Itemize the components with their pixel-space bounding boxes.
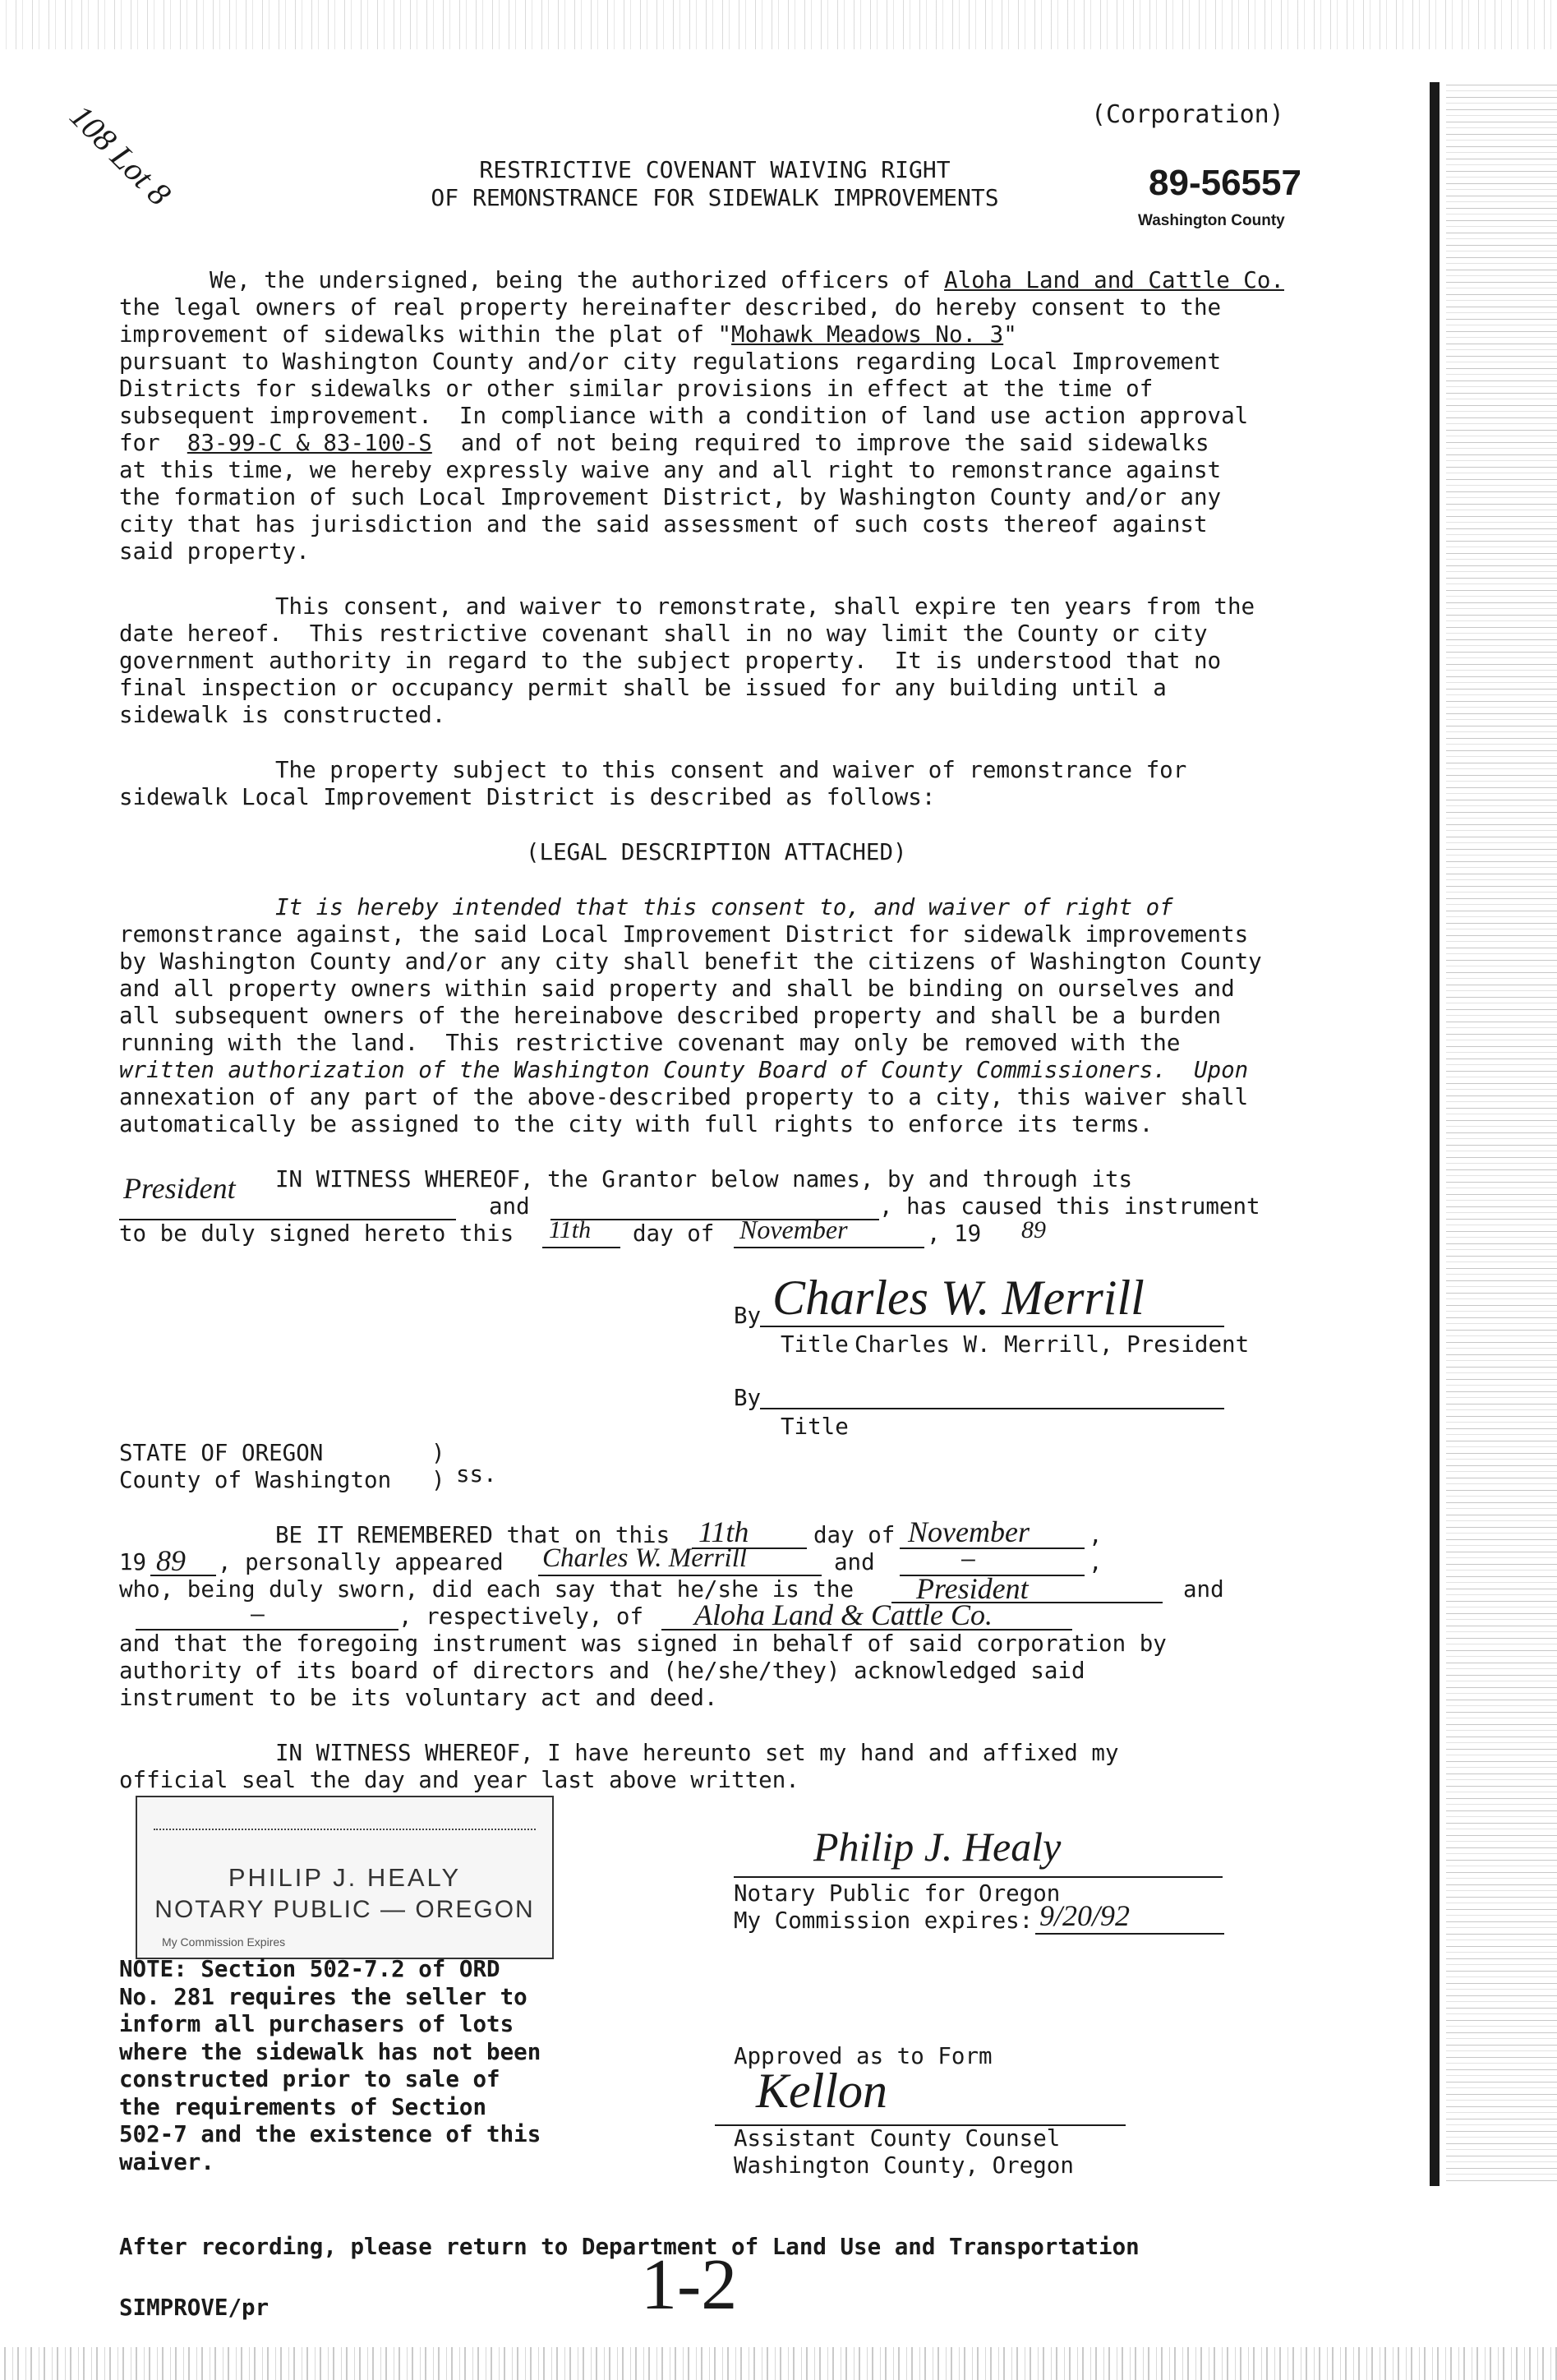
venue-paren-2: ) (431, 1467, 445, 1493)
ack-l2-and: and (834, 1549, 875, 1575)
p2-line-5: sidewalk is constructed. (119, 702, 446, 728)
signature-line-1 (760, 1326, 1224, 1327)
document-title (386, 156, 1043, 212)
p4-line-8: annexation of any part of the above-described property to a city, this waiver shall (119, 1084, 1249, 1110)
signature-line-2 (760, 1408, 1224, 1409)
ack-l3-and: and (1183, 1576, 1224, 1603)
stamp-notary-title: NOTARY PUBLIC — OREGON (154, 1896, 535, 1923)
case-numbers: 83-99-C & 83-100-S (187, 430, 432, 456)
note-line-7: 502-7 and the existence of this (119, 2121, 541, 2147)
p1-line-4: pursuant to Washington County and/or city regulations regarding Local Improvement (119, 348, 1222, 375)
ack-l6: authority of its board of directors and (he/she/they) acknowledged said (119, 1658, 1085, 1684)
note-line-3: inform all purchasers of lots (119, 2011, 514, 2037)
ack-l7: instrument to be its voluntary act and deed. (119, 1685, 718, 1711)
p4-line-3: by Washington County and/or any city shall benefit the citizens of Washington County (119, 948, 1262, 975)
ack-l2-end: , (1089, 1549, 1103, 1575)
venue-ss: ss. (456, 1461, 497, 1488)
recording-county: Washington County (1138, 212, 1285, 229)
counsel-county: Washington County, Oregon (734, 2152, 1074, 2179)
counsel-signature: Kellon (756, 2064, 887, 2118)
witness1-line-1: IN WITNESS WHEREOF, the Grantor below names, by and through its (275, 1166, 1133, 1192)
ack-l1-end: , (1089, 1522, 1103, 1548)
ack-l5: and that the foregoing instrument was signed in behalf of said corporation by (119, 1630, 1167, 1657)
p2-line-4: final inspection or occupancy permit shall be issued for any building until a (119, 675, 1167, 701)
ack-dayof: day of (813, 1522, 896, 1548)
note-line-5: constructed prior to sale of (119, 2066, 500, 2092)
witness1-caused: , has caused this instrument (879, 1193, 1260, 1220)
p1-line-6: subsequent improvement. In compliance with a condition of land use action approval (119, 403, 1249, 429)
p3-line-1: The property subject to this consent and waiver of remonstrance for (275, 757, 1187, 783)
notary-label: Notary Public for Oregon (734, 1880, 1061, 1907)
scan-edge-noise (1446, 82, 1557, 2186)
p1-line-10: city that has jurisdiction and the said assessment of such costs thereof against (119, 511, 1208, 537)
witness1-dayof: day of (633, 1220, 715, 1247)
p4-line-2: remonstrance against, the said Local Improvement District for sidewalk improvements (119, 921, 1249, 948)
notary-expires-date: 9/20/92 (1039, 1899, 1131, 1932)
notary-commission-label: My Commission expires: (734, 1907, 1034, 1934)
ack-l2-19: 19 (119, 1549, 147, 1575)
return-instruction: After recording, please return to Department of Land Use and Transportation (119, 2234, 1140, 2260)
ack-handwritten-person: Charles W. Merrill (542, 1543, 748, 1573)
p2-line-3: government authority in regard to the subject property. It is understood that no (119, 648, 1222, 674)
venue-state: STATE OF OREGON (119, 1440, 324, 1466)
ack-handwritten-company: Aloha Land & Cattle Co. (694, 1598, 993, 1631)
corner-handwritten-note: 108 Lot 8 (62, 97, 178, 213)
recording-number: 89-56557 (1149, 163, 1301, 203)
ack-l3: who, being duly sworn, did each say that he/she is the (119, 1576, 855, 1603)
p4-line-9: automatically be assigned to the city with full rights to enforce its terms. (119, 1111, 1154, 1137)
ack-handwritten-month: November (908, 1515, 1030, 1548)
note-line-6: the requirements of Section (119, 2093, 487, 2120)
note-line-1: NOTE: Section 502-7.2 of ORD (119, 1956, 500, 1982)
ack-l4: , respectively, of (398, 1603, 644, 1630)
counsel-title: Assistant County Counsel (734, 2125, 1061, 2152)
p1-line-11: said property. (119, 538, 310, 565)
witness2-line-2: official seal the day and year last above written. (119, 1767, 799, 1793)
p4-line-6: running with the land. This restrictive covenant may only be removed with the (119, 1030, 1181, 1056)
witness1-year-prefix: , 19 (927, 1220, 982, 1247)
ack-handwritten-year: 89 (156, 1544, 186, 1577)
note-line-8: waiver. (119, 2148, 214, 2175)
handwritten-day: 11th (549, 1216, 592, 1243)
notary-signature: Philip J. Healy (813, 1824, 1062, 1870)
by-label-1: By (734, 1303, 762, 1329)
ack-l2-appeared: , personally appeared (218, 1549, 504, 1575)
ack-handwritten-day: 11th (698, 1515, 749, 1548)
p1-line-3: improvement of sidewalks within the plat of "Mohawk Meadows No. 3" (119, 321, 1017, 348)
approved-as-to-form: Approved as to Form (734, 2043, 993, 2069)
p2-line-2: date hereof. This restrictive covenant shall in no way limit the County or city (119, 620, 1208, 647)
ack-line-1: BE IT REMEMBERED that on this (275, 1522, 670, 1548)
ack-dash-2: — (251, 1600, 265, 1627)
p4-line-1: It is hereby intended that this consent to, and waiver of right of (275, 894, 1173, 920)
p1-line-5: Districts for sidewalks or other similar provisions in effect at the time of (119, 376, 1154, 402)
p1-line-7: for 83-99-C & 83-100-S and of not being required to improve the said sidewalks (119, 430, 1209, 456)
page-number: 1-2 (641, 2245, 738, 2325)
notary-signature-line (734, 1876, 1223, 1878)
title-label-1: Title (781, 1331, 849, 1358)
witness1-line-3a: to be duly signed hereto this (119, 1220, 514, 1247)
blank-day (542, 1247, 620, 1248)
scan-noise-top (0, 0, 1557, 49)
document-code: SIMPROVE/pr (119, 2295, 269, 2321)
legal-description-note: (LEGAL DESCRIPTION ATTACHED) (526, 839, 907, 865)
stamp-dotted-line (154, 1829, 536, 1830)
handwritten-president: President (123, 1172, 236, 1205)
p1-line-1: We, the undersigned, being the authorized officers of Aloha Land and Cattle Co. (210, 267, 1284, 293)
scan-edge-bar (1430, 82, 1440, 2186)
seller-note (119, 1956, 579, 2176)
p4-line-7: written authorization of the Washington County Board of County Commissioners. Upon (119, 1057, 1249, 1083)
p1-line-9: the formation of such Local Improvement District, by Washington County and/or any (119, 484, 1222, 510)
by-label-2: By (734, 1385, 762, 1411)
p3-line-2: sidewalk Local Improvement District is described as follows: (119, 784, 936, 810)
plat-name: Mohawk Meadows No. 3 (731, 321, 1004, 348)
p4-line-5: all subsequent owners of the hereinabove described property and shall be a burden (119, 1003, 1222, 1029)
p1-line-2: the legal owners of real property hereinafter described, do hereby consent to the (119, 294, 1222, 321)
stamp-notary-name: PHILIP J. HEALY (228, 1863, 462, 1892)
note-line-2: No. 281 requires the seller to (119, 1983, 527, 2010)
title-label-2: Title (781, 1414, 849, 1440)
title-line-1: RESTRICTIVE COVENANT WAIVING RIGHT (479, 156, 951, 183)
p4-line-4: and all property owners within said property and shall be binding on ourselves and (119, 976, 1235, 1002)
note-line-4: where the sidewalk has not been (119, 2038, 541, 2065)
venue-county: County of Washington (119, 1467, 392, 1493)
title-line-2: OF REMONSTRANCE FOR SIDEWALK IMPROVEMENTS (431, 184, 999, 211)
notary-expires-line (1035, 1933, 1224, 1935)
title-value-1: Charles W. Merrill, President (855, 1331, 1250, 1358)
corporation-name: Aloha Land and Cattle Co. (944, 267, 1284, 293)
venue-paren-1: ) (431, 1440, 445, 1466)
ack-dash-1: — (961, 1545, 975, 1572)
p1-line-8: at this time, we hereby expressly waive any and all right to remonstrance against (119, 457, 1222, 483)
ack-handwritten-title: President (916, 1572, 1029, 1605)
stamp-expires-label: My Commission Expires (162, 1935, 286, 1949)
handwritten-year: 89 (1021, 1216, 1046, 1243)
witness1-and: and (489, 1193, 530, 1220)
notary-seal-stamp (136, 1796, 554, 1959)
scan-noise-bottom (0, 2347, 1557, 2380)
p2-line-1: This consent, and waiver to remonstrate, shall expire ten years from the (275, 593, 1255, 620)
corporation-label: (Corporation) (1091, 100, 1284, 129)
handwritten-month: November (739, 1215, 848, 1244)
blank-month (734, 1247, 924, 1248)
witness2-line-1: IN WITNESS WHEREOF, I have hereunto set my hand and affixed my (275, 1740, 1119, 1766)
signature-merrill: Charles W. Merrill (772, 1271, 1145, 1325)
